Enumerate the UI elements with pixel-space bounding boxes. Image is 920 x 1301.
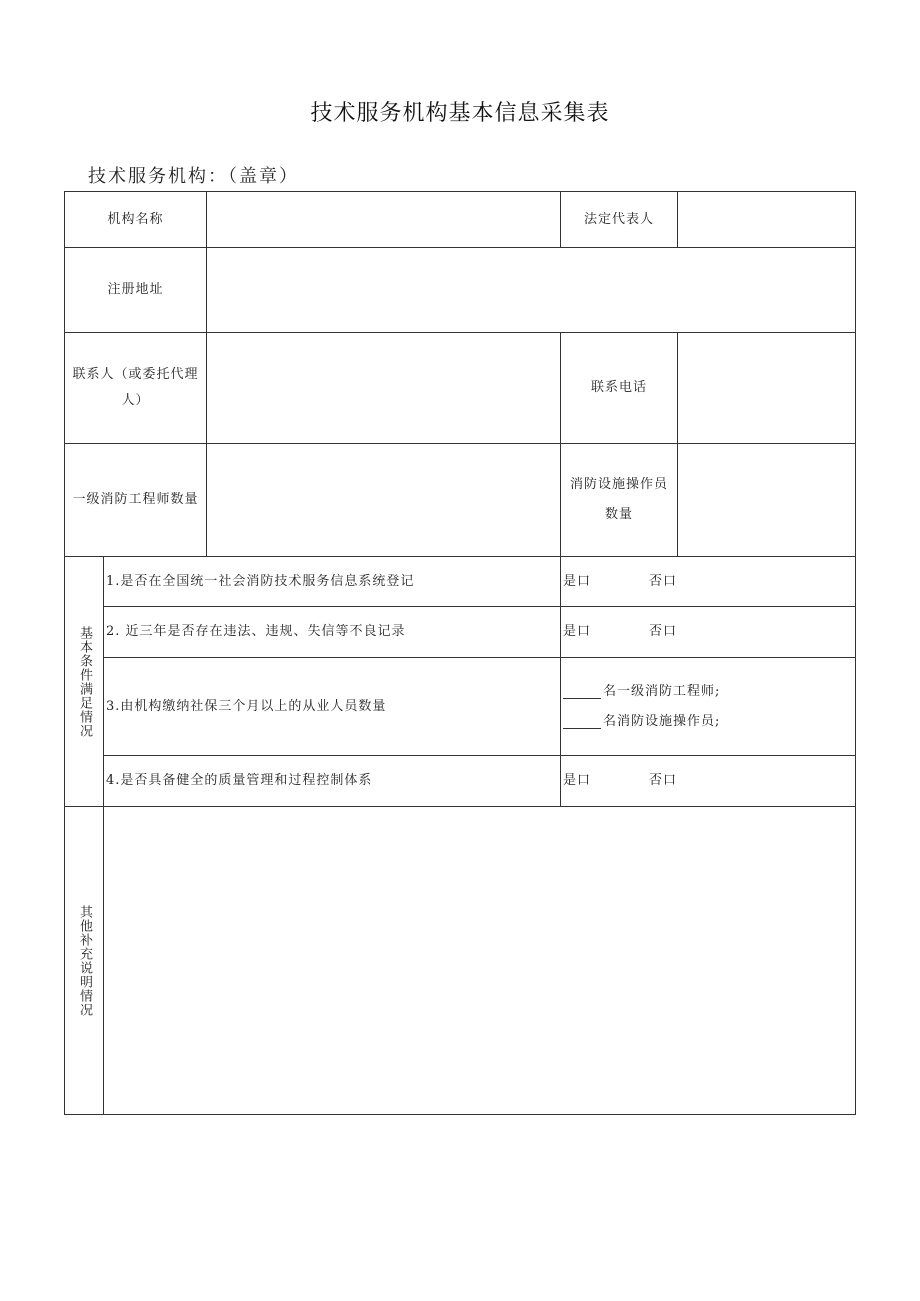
page-title: 技术服务机构基本信息采集表 [310,101,610,126]
condition-item-2-yes-checkbox[interactable]: 是口 [563,624,592,639]
other-notes-label-text: 其他补充说明情况 [77,904,92,1017]
table-border-right [855,191,856,1115]
condition-item-3-line1: 名一级消防工程师; [603,683,721,699]
operator-count-label-line1: 消防设施操作员 [569,477,668,492]
condition-item-1-yes-checkbox[interactable]: 是口 [563,573,592,589]
basic-conditions-label-text: 基本条件满足情况 [77,625,92,738]
address-field[interactable] [207,248,855,332]
table-border-bottom [64,1114,856,1115]
condition-item-3: 3.由机构缴纳社保三个月以上的从业人员数量 [106,698,387,714]
phone-label: 联系电话 [590,380,647,395]
condition-item-3-line2: 名消防设施操作员; [603,713,721,729]
contact-label-line1: 联系人（或委托代理 [72,367,199,382]
basic-conditions-label [65,557,103,806]
contact-field[interactable] [207,333,560,443]
condition-item-4-options [561,756,855,806]
condition-item-4: 4.是否具备健全的质量管理和过程控制体系 [106,773,373,788]
condition-item-2-no-checkbox[interactable]: 否口 [649,624,678,639]
org-name-field[interactable] [207,192,560,247]
condition-item-1-options [561,557,855,606]
operator-count-blank[interactable] [563,714,601,729]
legal-rep-label: 法定代表人 [583,211,654,227]
operator-count-label-line2: 数量 [604,507,633,522]
condition-item-2: 2. 近三年是否存在违法、违规、失信等不良记录 [106,624,406,639]
org-name-label: 机构名称 [107,211,164,227]
other-notes-label [65,807,103,1114]
org-seal-line: 技术服务机构：（盖章） [88,166,299,187]
engineer-count-field[interactable] [207,444,560,556]
operator-count-field[interactable] [678,444,855,556]
condition-item-3-counts [561,658,855,755]
engineer-count-label: 一级消防工程师数量 [72,492,199,507]
condition-item-1-no-checkbox[interactable]: 否口 [649,573,678,589]
other-notes-field[interactable] [104,807,855,1114]
phone-field[interactable] [678,333,855,443]
legal-rep-field[interactable] [678,192,855,247]
condition-item-4-no-checkbox[interactable]: 否口 [649,773,678,788]
contact-label-line2: 人） [121,393,150,408]
condition-item-2-options [561,607,855,657]
condition-item-1: 1.是否在全国统一社会消防技术服务信息系统登记 [106,573,415,589]
contact-label [65,333,206,443]
address-label: 注册地址 [107,282,164,297]
operator-count-label [561,444,677,556]
engineer-count-blank[interactable] [563,684,601,699]
condition-item-4-yes-checkbox[interactable]: 是口 [563,773,592,788]
